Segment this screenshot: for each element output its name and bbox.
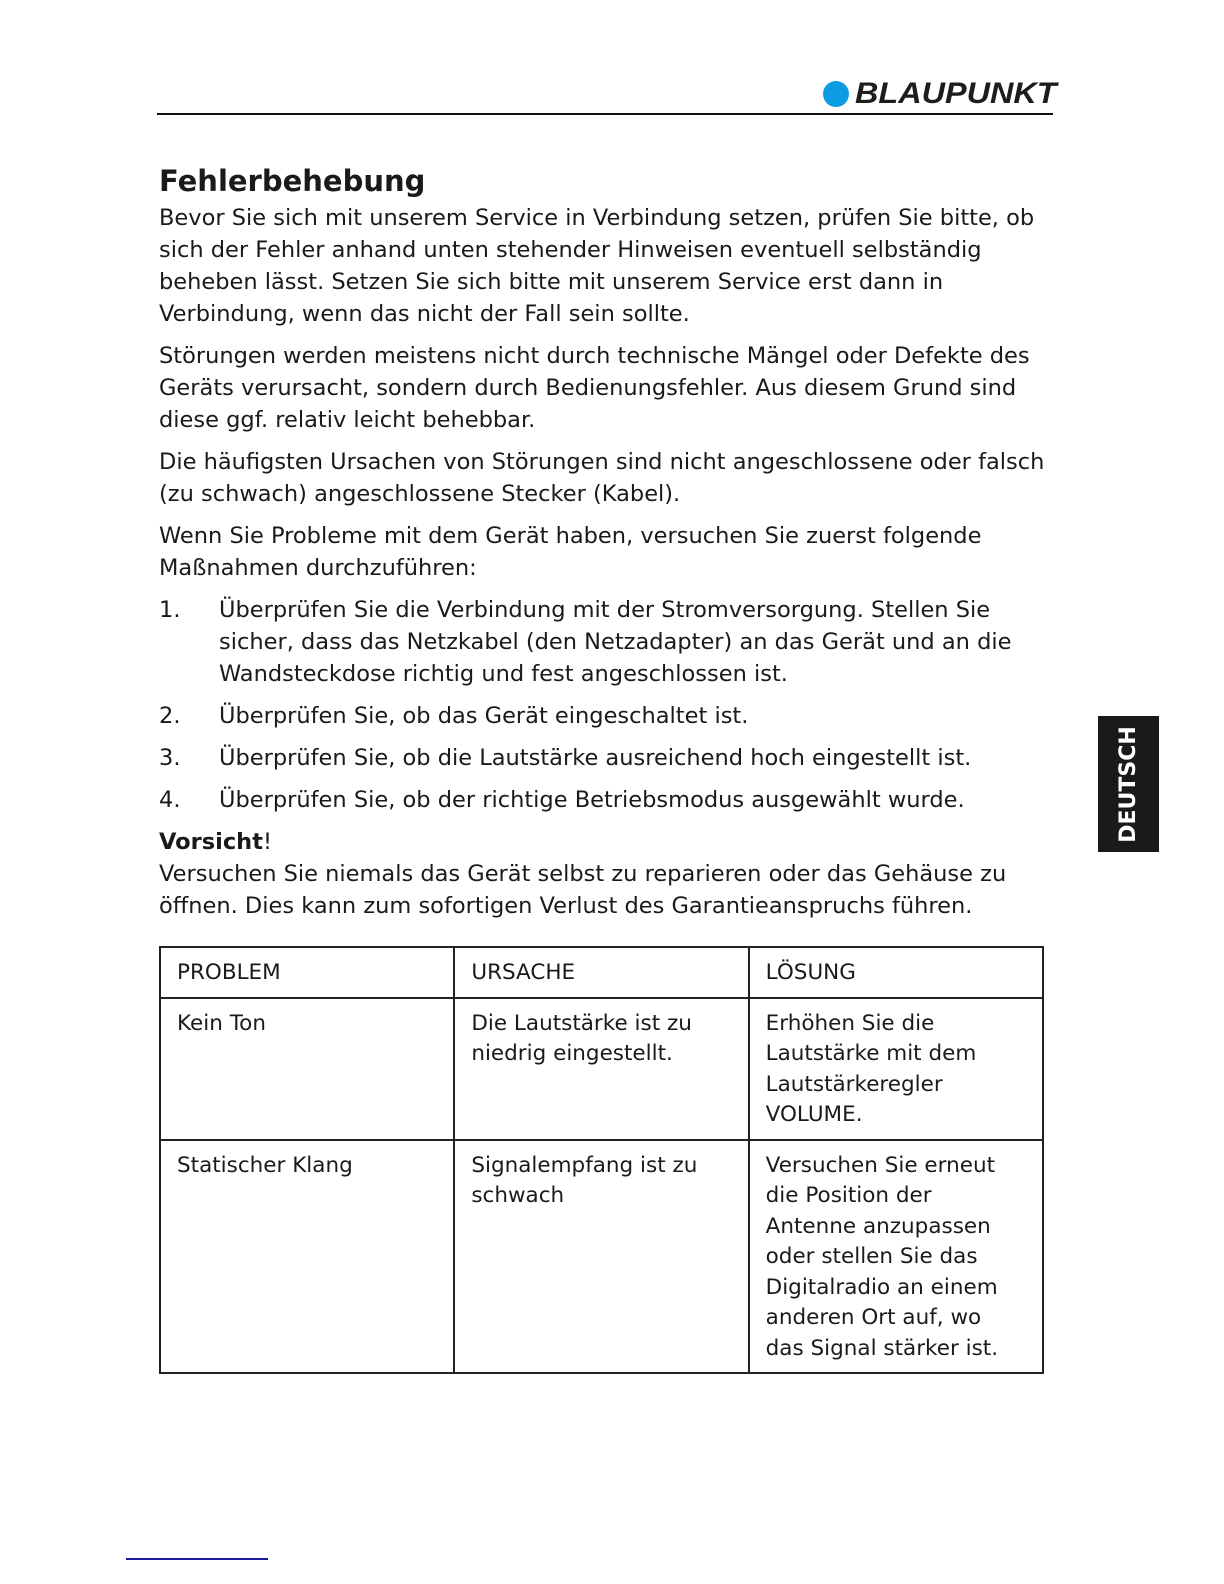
table-cell: Signalempfang ist zu schwach [454, 1140, 748, 1374]
list-item [159, 594, 1059, 690]
table-cell: Versuchen Sie erneut die Position der Antenne anzupassen oder stellen Sie das Digitalradio an einem anderen Ort auf, wo das Signal stärker ist. [749, 1140, 1043, 1374]
troubleshooting-table [159, 946, 1044, 1374]
footer-line [126, 1558, 268, 1560]
step-text: Überprüfen Sie die Verbindung mit der Stromversorgung. Stellen Sie sicher, dass das Netzkabel (den Netzadapter) an das Gerät und an die Wandsteckdose richtig und fest angeschlossen ist. [219, 597, 1012, 687]
header-cell: URSACHE [454, 947, 748, 998]
step-number: 4. [159, 787, 181, 813]
list-item [159, 742, 1059, 774]
brand-logo [823, 77, 1057, 111]
logo-dot-icon [823, 81, 849, 107]
table-row [160, 998, 1043, 1140]
warning-title-text: Vorsicht [159, 829, 263, 855]
steps-list [159, 594, 1059, 816]
paragraph: Wenn Sie Probleme mit dem Gerät haben, versuchen Sie zuerst folgende Maßnahmen durchzuführen: [159, 523, 982, 581]
brand-name: BLAUPUNKT [855, 77, 1057, 110]
table-row [160, 1140, 1043, 1374]
table-cell: Statischer Klang [160, 1140, 454, 1374]
table-header-row [160, 947, 1043, 998]
warning-text: Versuchen Sie niemals das Gerät selbst zu reparieren oder das Gehäuse zu öffnen. Dies kann zum sofortigen Verlust des Garantieanspruchs führen. [159, 861, 1007, 919]
header-cell: PROBLEM [160, 947, 454, 998]
paragraph: Die häufigsten Ursachen von Störungen sind nicht angeschlossene oder falsch (zu schwach) angeschlossene Stecker (Kabel). [159, 449, 1045, 507]
language-tab-label: DEUTSCH [1116, 725, 1142, 843]
warning-mark: ! [262, 829, 272, 855]
step-text: Überprüfen Sie, ob die Lautstärke ausreichend hoch eingestellt ist. [219, 745, 972, 771]
table-cell: Kein Ton [160, 998, 454, 1140]
step-number: 2. [159, 703, 181, 729]
list-item [159, 784, 1059, 816]
main-content [159, 160, 1059, 932]
language-tab [1098, 716, 1159, 852]
warning-title [159, 826, 1059, 858]
paragraph: Bevor Sie sich mit unserem Service in Verbindung setzen, prüfen Sie bitte, ob sich der Fehler anhand unten stehender Hinweisen eventuell selbständig beheben lässt. Setzen Sie sich bitte mit unserem Service erst dann in Verbindung, wenn das nicht der Fall sein sollte. [159, 205, 1035, 327]
header-rule [157, 113, 1053, 115]
paragraph: Störungen werden meistens nicht durch technische Mängel oder Defekte des Geräts verursacht, sondern durch Bedienungsfehler. Aus diesem Grund sind diese ggf. relativ leicht behebbar. [159, 343, 1030, 433]
step-number: 3. [159, 745, 181, 771]
step-text: Überprüfen Sie, ob der richtige Betriebsmodus ausgewählt wurde. [219, 787, 965, 813]
list-item [159, 700, 1059, 732]
table-cell: Die Lautstärke ist zu niedrig eingestellt. [454, 998, 748, 1140]
table-cell: Erhöhen Sie die Lautstärke mit dem Lautstärkeregler VOLUME. [749, 998, 1043, 1140]
header-cell: LÖSUNG [749, 947, 1043, 998]
step-number: 1. [159, 597, 181, 623]
page-title: Fehlerbehebung [159, 164, 426, 198]
step-text: Überprüfen Sie, ob das Gerät eingeschaltet ist. [219, 703, 749, 729]
